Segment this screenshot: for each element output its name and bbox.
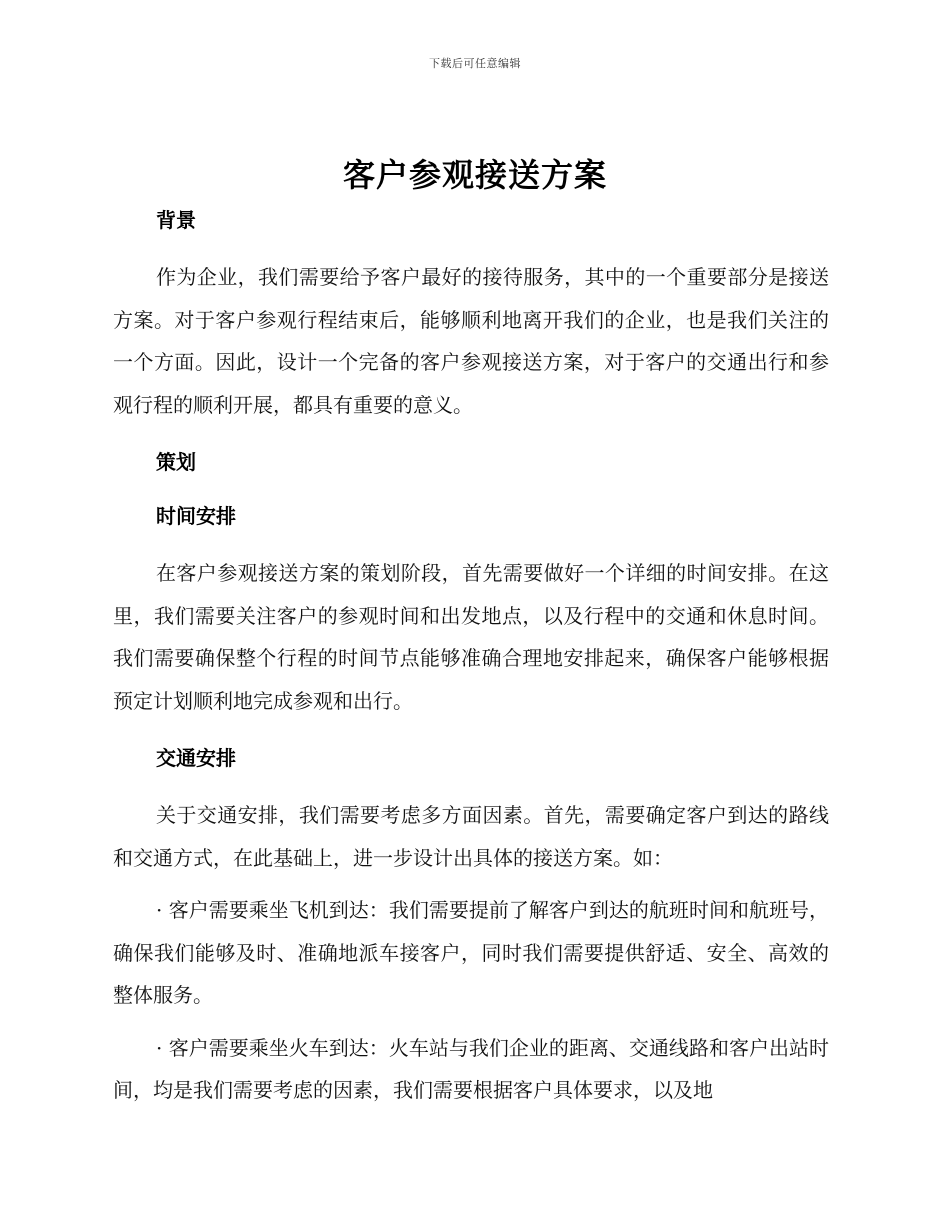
heading-schedule: 时间安排: [156, 504, 236, 528]
paragraph-schedule: 在客户参观接送方案的策划阶段，首先需要做好一个详细的时间安排。在这里，我们需要关注客户的参观时间和出发地点，以及行程中的交通和休息时间。我们需要确保整个行程的时间节点能够准确合理地安排起来，确保客户能够根据预定计划顺利地完成参观和出行。: [113, 561, 829, 713]
heading-background: 背景: [156, 208, 196, 232]
header-note: 下载后可任意编辑: [429, 57, 521, 70]
paragraph-transport: 关于交通安排，我们需要考虑多方面因素。首先，需要确定客户到达的路线和交通方式，在此基础上，进一步设计出具体的接送方案。如：: [113, 803, 829, 870]
paragraph-background: 作为企业，我们需要给予客户最好的接待服务，其中的一个重要部分是接送方案。对于客户参观行程结束后，能够顺利地离开我们的企业，也是我们关注的一个方面。因此，设计一个完备的客户参观接送方案，对于客户的交通出行和参观行程的顺利开展，都具有重要的意义。: [113, 265, 829, 417]
document-title: 客户参观接送方案: [342, 156, 607, 194]
bullet-train: · 客户需要乘坐火车到达：火车站与我们企业的距离、交通线路和客户出站时间，均是我们需要考虑的因素，我们需要根据客户具体要求，以及地: [113, 1035, 829, 1102]
document-body: [113, 204, 829, 1112]
heading-transport: 交通安排: [156, 746, 236, 770]
heading-planning: 策划: [156, 450, 196, 474]
bullet-plane: · 客户需要乘坐飞机到达：我们需要提前了解客户到达的航班时间和航班号，确保我们能够及时、准确地派车接客户，同时我们需要提供舒适、安全、高效的整体服务。: [113, 898, 829, 1007]
